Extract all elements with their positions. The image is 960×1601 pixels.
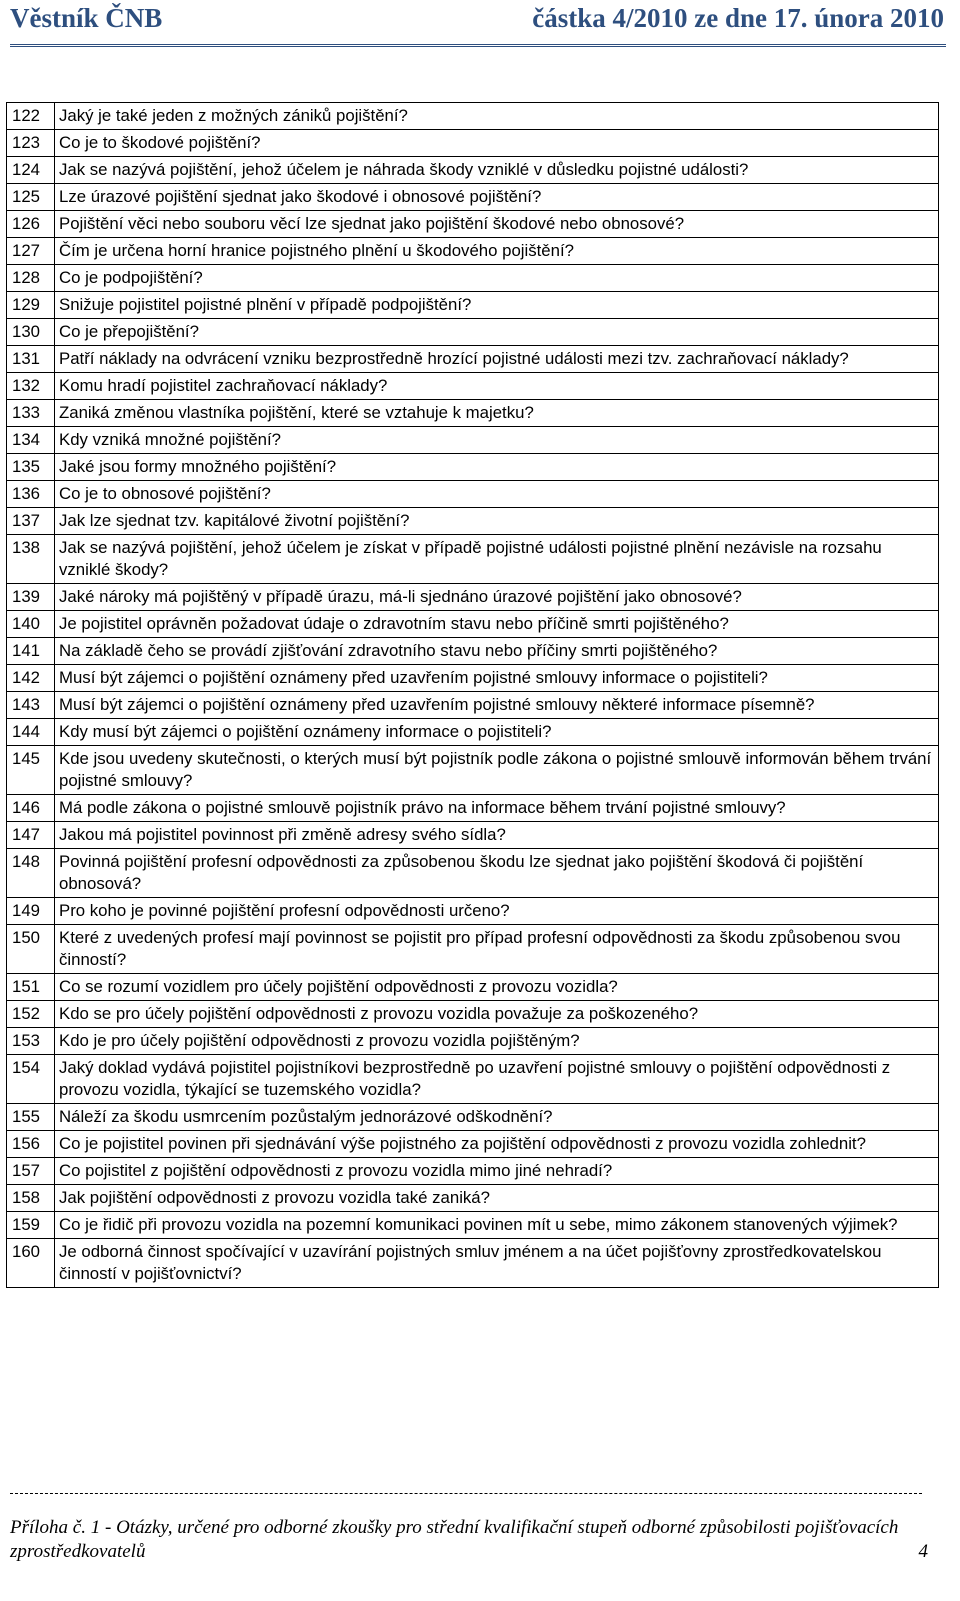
issue-info: částka 4/2010 ze dne 17. února 2010: [532, 3, 944, 33]
table-row: [7, 184, 939, 211]
question-number: 149: [7, 898, 55, 925]
table-row: [7, 319, 939, 346]
question-number: 134: [7, 427, 55, 454]
question-text: Co je přepojištění?: [55, 319, 939, 346]
question-text: Kdo je pro účely pojištění odpovědnosti z provozu vozidla pojištěným?: [55, 1028, 939, 1055]
table-row: [7, 638, 939, 665]
question-text: Co je podpojištění?: [55, 265, 939, 292]
question-text: Je odborná činnost spočívající v uzavírání pojistných smluv jménem a na účet pojišťovny zprostředkovatelskou činností v pojišťovnictví?: [55, 1239, 939, 1288]
question-text: Musí být zájemci o pojištění oznámeny před uzavřením pojistné smlouvy informace o pojistiteli?: [55, 665, 939, 692]
table-row: [7, 130, 939, 157]
question-number: 133: [7, 400, 55, 427]
question-number: 139: [7, 584, 55, 611]
question-number: 148: [7, 849, 55, 898]
questions-table: [6, 102, 939, 1288]
table-row: [7, 611, 939, 638]
question-number: 155: [7, 1104, 55, 1131]
question-text: Které z uvedených profesí mají povinnost se pojistit pro případ profesní odpovědnosti za škodu způsobenou svou činností?: [55, 925, 939, 974]
question-number: 145: [7, 746, 55, 795]
question-number: 138: [7, 535, 55, 584]
question-number: 126: [7, 211, 55, 238]
question-text: Kdo se pro účely pojištění odpovědnosti z provozu vozidla považuje za poškozeného?: [55, 1001, 939, 1028]
question-number: 122: [7, 103, 55, 130]
table-row: [7, 1158, 939, 1185]
table-row: [7, 427, 939, 454]
table-row: [7, 719, 939, 746]
question-number: 153: [7, 1028, 55, 1055]
question-number: 124: [7, 157, 55, 184]
question-text: Povinná pojištění profesní odpovědnosti za způsobenou škodu lze sjednat jako pojištění škodová či pojištění obnosová?: [55, 849, 939, 898]
question-text: Co je to škodové pojištění?: [55, 130, 939, 157]
question-number: 150: [7, 925, 55, 974]
table-row: [7, 238, 939, 265]
question-number: 154: [7, 1055, 55, 1104]
question-number: 143: [7, 692, 55, 719]
question-text: Co je to obnosové pojištění?: [55, 481, 939, 508]
question-number: 136: [7, 481, 55, 508]
journal-title: Věstník ČNB: [10, 3, 163, 33]
question-number: 160: [7, 1239, 55, 1288]
question-text: Kdy vzniká množné pojištění?: [55, 427, 939, 454]
question-number: 128: [7, 265, 55, 292]
table-row: [7, 265, 939, 292]
question-text: Jak se nazývá pojištění, jehož účelem je získat v případě pojistné události pojistné plnění nezávisle na rozsahu vzniklé škody?: [55, 535, 939, 584]
table-row: [7, 849, 939, 898]
table-row: [7, 665, 939, 692]
question-text: Jak pojištění odpovědnosti z provozu vozidla také zaniká?: [55, 1185, 939, 1212]
question-text: Co je pojistitel povinen při sjednávání výše pojistného za pojištění odpovědnosti z provozu vozidla zohlednit?: [55, 1131, 939, 1158]
question-number: 142: [7, 665, 55, 692]
question-text: Čím je určena horní hranice pojistného plnění u škodového pojištění?: [55, 238, 939, 265]
question-number: 158: [7, 1185, 55, 1212]
table-row: [7, 974, 939, 1001]
table-row: [7, 822, 939, 849]
table-row: [7, 1185, 939, 1212]
page-header: [10, 0, 946, 47]
table-row: [7, 373, 939, 400]
table-row: [7, 481, 939, 508]
question-text: Jakou má pojistitel povinnost při změně adresy svého sídla?: [55, 822, 939, 849]
page-footer: [10, 1516, 930, 1564]
questions-table-body: [7, 103, 939, 1288]
footer-divider: [10, 1493, 922, 1494]
question-number: 140: [7, 611, 55, 638]
question-number: 159: [7, 1212, 55, 1239]
question-number: 137: [7, 508, 55, 535]
question-number: 131: [7, 346, 55, 373]
table-row: [7, 1104, 939, 1131]
question-text: Pojištění věci nebo souboru věcí lze sjednat jako pojištění škodové nebo obnosové?: [55, 211, 939, 238]
question-text: Zaniká změnou vlastníka pojištění, které se vztahuje k majetku?: [55, 400, 939, 427]
table-row: [7, 1212, 939, 1239]
question-text: Patří náklady na odvrácení vzniku bezprostředně hrozící pojistné události mezi tzv. zachraňovací náklady?: [55, 346, 939, 373]
table-row: [7, 508, 939, 535]
question-number: 123: [7, 130, 55, 157]
table-row: [7, 692, 939, 719]
question-text: Na základě čeho se provádí zjišťování zdravotního stavu nebo příčiny smrti pojištěného?: [55, 638, 939, 665]
question-number: 125: [7, 184, 55, 211]
table-row: [7, 535, 939, 584]
question-text: Snižuje pojistitel pojistné plnění v případě podpojištění?: [55, 292, 939, 319]
question-text: Jaké nároky má pojištěný v případě úrazu, má-li sjednáno úrazové pojištění jako obnosové?: [55, 584, 939, 611]
question-text: Jaké jsou formy množného pojištění?: [55, 454, 939, 481]
question-text: Kdy musí být zájemci o pojištění oznámeny informace o pojistiteli?: [55, 719, 939, 746]
question-text: Jak se nazývá pojištění, jehož účelem je náhrada škody vzniklé v důsledku pojistné události?: [55, 157, 939, 184]
table-row: [7, 746, 939, 795]
question-number: 130: [7, 319, 55, 346]
question-number: 157: [7, 1158, 55, 1185]
question-text: Kde jsou uvedeny skutečnosti, o kterých musí být pojistník podle zákona o pojistné smlouvě informován během trvání pojistné smlouvy?: [55, 746, 939, 795]
question-number: 144: [7, 719, 55, 746]
question-number: 127: [7, 238, 55, 265]
question-text: Musí být zájemci o pojištění oznámeny před uzavřením pojistné smlouvy některé informace písemně?: [55, 692, 939, 719]
question-text: Má podle zákona o pojistné smlouvě pojistník právo na informace během trvání pojistné smlouvy?: [55, 795, 939, 822]
table-row: [7, 795, 939, 822]
table-row: [7, 103, 939, 130]
table-row: [7, 346, 939, 373]
table-row: [7, 292, 939, 319]
question-number: 129: [7, 292, 55, 319]
table-row: [7, 1131, 939, 1158]
question-text: Jaký doklad vydává pojistitel pojistníkovi bezprostředně po uzavření pojistné smlouvy o pojištění odpovědnosti z provozu vozidla, týkající se tuzemského vozidla?: [55, 1055, 939, 1104]
question-text: Lze úrazové pojištění sjednat jako škodové i obnosové pojištění?: [55, 184, 939, 211]
question-number: 146: [7, 795, 55, 822]
question-text: Co se rozumí vozidlem pro účely pojištění odpovědnosti z provozu vozidla?: [55, 974, 939, 1001]
table-row: [7, 157, 939, 184]
page-number: 4: [918, 1541, 928, 1562]
table-row: [7, 925, 939, 974]
table-row: [7, 584, 939, 611]
question-text: Pro koho je povinné pojištění profesní odpovědnosti určeno?: [55, 898, 939, 925]
table-row: [7, 898, 939, 925]
question-number: 152: [7, 1001, 55, 1028]
table-row: [7, 1239, 939, 1288]
table-row: [7, 1001, 939, 1028]
question-number: 135: [7, 454, 55, 481]
question-text: Co je řidič při provozu vozidla na pozemní komunikaci povinen mít u sebe, mimo zákonem stanovených výjimek?: [55, 1212, 939, 1239]
question-text: Jak lze sjednat tzv. kapitálové životní pojištění?: [55, 508, 939, 535]
table-row: [7, 1055, 939, 1104]
footer-text: Příloha č. 1 - Otázky, určené pro odborné zkoušky pro střední kvalifikační stupeň odborné způsobilosti pojišťovacích zprostředkovatelů: [10, 1517, 899, 1562]
question-number: 147: [7, 822, 55, 849]
question-number: 141: [7, 638, 55, 665]
table-row: [7, 211, 939, 238]
question-number: 151: [7, 974, 55, 1001]
question-text: Je pojistitel oprávněn požadovat údaje o zdravotním stavu nebo příčině smrti pojištěného?: [55, 611, 939, 638]
question-number: 132: [7, 373, 55, 400]
table-row: [7, 454, 939, 481]
table-row: [7, 400, 939, 427]
question-text: Náleží za škodu usmrcením pozůstalým jednorázové odškodnění?: [55, 1104, 939, 1131]
table-row: [7, 1028, 939, 1055]
question-number: 156: [7, 1131, 55, 1158]
question-text: Jaký je také jeden z možných zániků pojištění?: [55, 103, 939, 130]
question-text: Co pojistitel z pojištění odpovědnosti z provozu vozidla mimo jiné nehradí?: [55, 1158, 939, 1185]
question-text: Komu hradí pojistitel zachraňovací náklady?: [55, 373, 939, 400]
